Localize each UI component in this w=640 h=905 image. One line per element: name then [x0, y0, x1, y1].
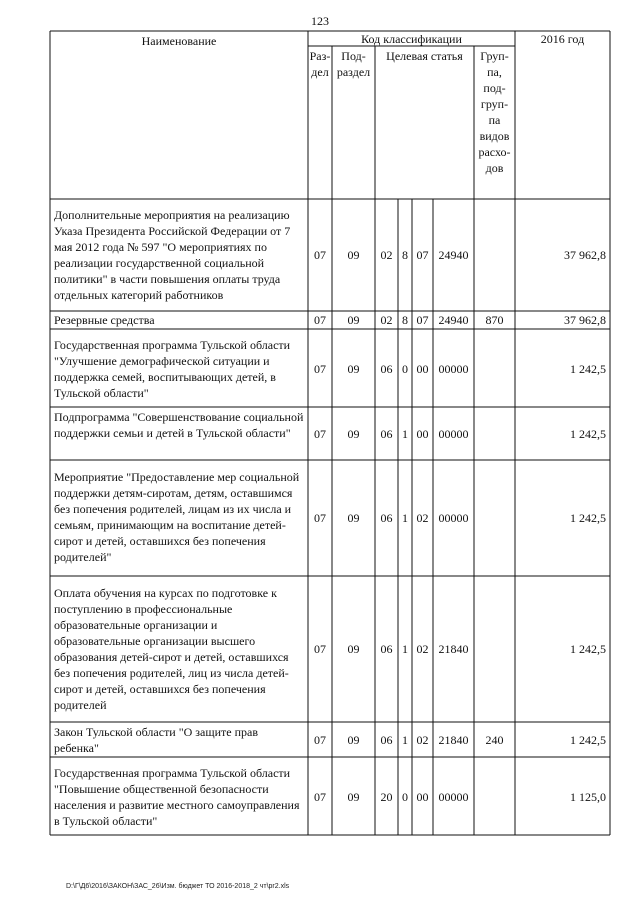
row-section: 07 — [314, 642, 326, 656]
row-article-direction: 00000 — [438, 511, 469, 525]
row-article-subprogram: 1 — [402, 642, 408, 656]
row-article-direction: 00000 — [438, 362, 469, 376]
row-article-direction: 21840 — [438, 642, 469, 656]
row-section: 07 — [314, 790, 326, 804]
row-article-direction: 24940 — [438, 248, 469, 262]
file-path-footer: D:\Г\Д6\2016\ЗАКОН\ЗАС_26\Изм. бюджет ТО 2016-2018_2 чт\pr2.xls — [66, 883, 290, 890]
row-section: 07 — [314, 313, 326, 327]
row-article-program: 02 — [380, 313, 393, 327]
row-article-subprogram: 1 — [402, 427, 408, 441]
row-amount: 37 962,8 — [564, 248, 606, 262]
row-name: Государственная программа Тульской области "Улучшение демографической ситуации и поддержка семей, воспитывающих детей, в Тульской области" — [54, 338, 291, 400]
row-article-event: 02 — [416, 642, 429, 656]
row-article-event: 02 — [416, 511, 429, 525]
row-section: 07 — [314, 733, 326, 747]
row-subsection: 09 — [347, 790, 360, 804]
row-article-program: 06 — [380, 642, 393, 656]
row-article-subprogram: 1 — [402, 733, 408, 747]
row-article-program: 06 — [380, 511, 393, 525]
row-name: Дополнительные мероприятия на реализацию Указа Президента Российской Федерации от 7 мая 2012 года № 597 "О мероприятиях по реализации государственной социальной политики" в части повышения оплаты труда отдельных категорий работников — [54, 208, 291, 302]
row-subsection: 09 — [347, 362, 360, 376]
row-article-subprogram: 8 — [402, 248, 408, 262]
row-article-event: 00 — [416, 427, 429, 441]
row-subsection: 09 — [347, 248, 360, 262]
row-name: Подпрограмма "Совершенствование социальной поддержки семьи и детей в Тульской области" — [54, 410, 304, 440]
row-article-event: 00 — [416, 362, 429, 376]
header-name: Наименование — [141, 34, 217, 48]
row-subsection: 09 — [347, 511, 360, 525]
row-subsection: 09 — [347, 313, 360, 327]
row-article-subprogram: 0 — [402, 790, 408, 804]
row-section: 07 — [314, 427, 326, 441]
row-amount: 1 242,5 — [570, 733, 606, 747]
row-name: Мероприятие "Предоставление мер социальной поддержки детям-сиротам, детям, оставшимся без попечения родителей, лицам из их числа и семьям, принимающим на воспитание детей-сирот и детей, оставшихся без попечения родителей" — [54, 470, 300, 564]
row-article-program: 06 — [380, 733, 393, 747]
row-amount: 1 125,0 — [570, 790, 606, 804]
row-article-direction: 21840 — [438, 733, 469, 747]
row-name: Государственная программа Тульской области "Повышение общественной безопасности населения и развитие местного самоуправления в Тульской области" — [54, 766, 300, 828]
row-section: 07 — [314, 362, 326, 376]
row-section: 07 — [314, 248, 326, 262]
row-article-direction: 00000 — [438, 427, 469, 441]
row-section: 07 — [314, 511, 326, 525]
row-article-event: 00 — [416, 790, 429, 804]
header-classification: Код классификации — [361, 32, 462, 46]
row-subsection: 09 — [347, 642, 360, 656]
row-article-direction: 24940 — [438, 313, 469, 327]
row-article-program: 06 — [380, 362, 393, 376]
row-name: Закон Тульской области "О защите прав ребенка" — [54, 725, 259, 755]
header-target-article: Целевая статья — [386, 49, 463, 63]
row-subsection: 09 — [347, 427, 360, 441]
header-expense-group: Груп- па, под- груп- па видов расхо- дов — [478, 49, 511, 175]
row-name: Оплата обучения на курсах по подготовке к поступлению в профессиональные образовательные организации и образовательные организации высшего образования детей-сирот и детей, оставшихся без попечения родителей, лиц из числа детей-сирот и детей, оставшихся без попечения родителей — [54, 586, 289, 712]
row-article-event: 07 — [416, 313, 429, 327]
row-amount: 37 962,8 — [564, 313, 606, 327]
header-year: 2016 год — [540, 32, 585, 46]
row-amount: 1 242,5 — [570, 511, 606, 525]
row-article-subprogram: 1 — [402, 511, 408, 525]
row-article-event: 02 — [416, 733, 429, 747]
row-article-program: 06 — [380, 427, 393, 441]
row-name: Резервные средства — [54, 313, 155, 327]
row-article-program: 20 — [380, 790, 393, 804]
row-amount: 1 242,5 — [570, 642, 606, 656]
row-subsection: 09 — [347, 733, 360, 747]
row-article-direction: 00000 — [438, 790, 469, 804]
row-article-event: 07 — [416, 248, 429, 262]
row-expense-group: 240 — [485, 733, 504, 747]
row-article-subprogram: 0 — [402, 362, 408, 376]
header-subsection: Под- раздел — [336, 49, 371, 79]
row-amount: 1 242,5 — [570, 362, 606, 376]
row-amount: 1 242,5 — [570, 427, 606, 441]
page-number: 123 — [311, 14, 329, 28]
row-article-program: 02 — [380, 248, 393, 262]
row-expense-group: 870 — [485, 313, 504, 327]
header-section: Раз- дел — [309, 49, 331, 79]
row-article-subprogram: 8 — [402, 313, 408, 327]
